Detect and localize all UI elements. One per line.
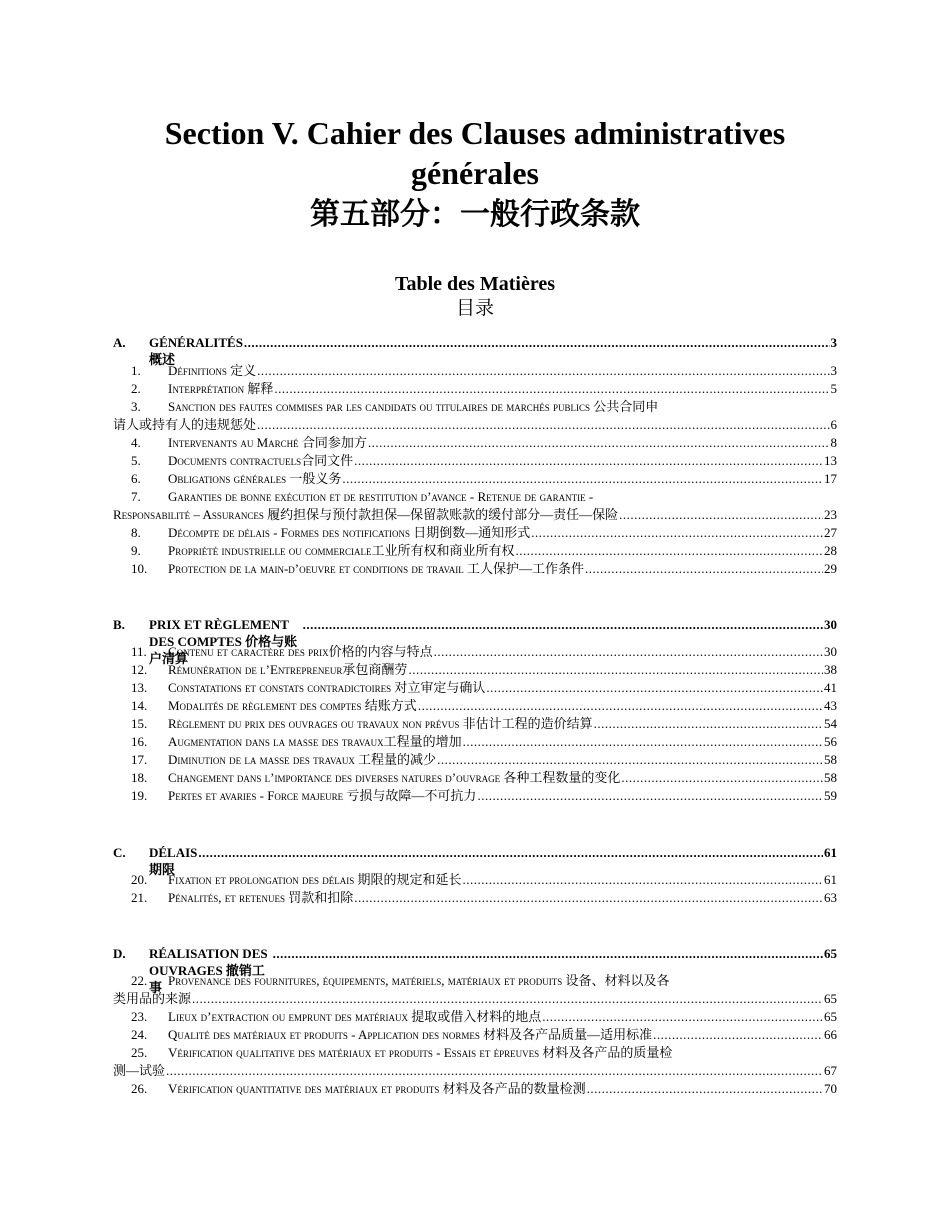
document-title bbox=[0, 113, 950, 237]
toc-entry[interactable]: 7. Garanties de bonne exécution et de restitution d’avance - Retenue de garantie - Responsabilité – Assurances 履约担保与预付款担保—保留款账款的缓付部分—责任—保险 ..... 23 bbox=[131, 488, 837, 524]
toc-entry[interactable]: 15. Règlement du prix des ouvrages ou travaux non prévus 非估计工程的造价结算 ..... 54 bbox=[131, 715, 837, 733]
toc-page-number: 61 bbox=[824, 845, 837, 860]
toc-page-number: 3 bbox=[830, 335, 837, 350]
toc-entry[interactable]: 11. Contenu et caractère des prix价格的内容与特点 ..... 30 bbox=[131, 643, 837, 661]
toc-entry[interactable]: 14. Modalités de règlement des comptes 结账方式 ..... 43 bbox=[131, 697, 837, 715]
toc-heading bbox=[0, 271, 950, 321]
toc-section-a[interactable]: A. GÉNÉRALITÉS 概述 ..... 3 bbox=[113, 334, 837, 368]
toc-entry[interactable]: 20. Fixation et prolongation des délais 期限的规定和延长 ..... 61 bbox=[131, 871, 837, 889]
toc-entry[interactable]: 2. Interprétation 解释 ..... 5 bbox=[131, 380, 837, 398]
toc-section-c[interactable]: C. DÉLAIS 期限 ..... 61 bbox=[113, 844, 837, 878]
toc-page-number: 65 bbox=[824, 946, 837, 961]
toc-entry[interactable]: 4. Intervenants au Marché 合同参加方 ..... 8 bbox=[131, 434, 837, 452]
toc-heading-fr: Table des Matières bbox=[395, 273, 555, 295]
toc-entry[interactable]: 19. Pertes et avaries - Force majeure 亏损与故障—不可抗力 ..... 59 bbox=[131, 787, 837, 805]
toc-entry[interactable]: 16. Augmentation dans la masse des travaux工程量的增加 ..... 56 bbox=[131, 733, 837, 751]
toc-entry[interactable]: 25. Vérification qualitative des matériaux et produits - Essais et épreuves 材料及各产品的质量检 测—试验 ..... 67 bbox=[131, 1044, 837, 1080]
toc-entry[interactable]: 17. Diminution de la masse des travaux 工程量的减少 ..... 58 bbox=[131, 751, 837, 769]
title-line-2: générales bbox=[411, 155, 539, 191]
toc-entry[interactable]: 21. Pénalités, et retenues 罚款和扣除 ..... 63 bbox=[131, 889, 837, 907]
toc-entry[interactable]: 18. Changement dans l’importance des diverses natures d’ouvrage 各种工程数量的变化 ..... 58 bbox=[131, 769, 837, 787]
toc-section-d[interactable]: D. RÉALISATION DES OUVRAGES 撤销工事 ..... 65 bbox=[113, 945, 837, 996]
toc-entry[interactable]: 22. Provenance des fournitures, équipements, matériels, matériaux et produits 设备、材料以及各 类用品的来源 ..... 65 bbox=[131, 972, 837, 1008]
toc-section-label: PRIX ET RÈGLEMENT DES COMPTES 价格与账户清算 bbox=[149, 617, 298, 666]
toc-section-b[interactable]: B. PRIX ET RÈGLEMENT DES COMPTES 价格与账户清算 ..... 30 bbox=[113, 616, 837, 667]
toc-section-label: GÉNÉRALITÉS 概述 bbox=[149, 335, 243, 367]
toc-entry[interactable]: 3. Sanction des fautes commises par les candidats ou titulaires de marchés publics 公共合同申 请人或持有人的违规惩处 ..... 6 bbox=[131, 398, 837, 434]
toc-entry[interactable]: 12. Rémunération de l’Entrepreneur承包商酬劳 ..... 38 bbox=[131, 661, 837, 679]
toc-entry[interactable]: 1. Définitions 定义 ..... 3 bbox=[131, 362, 837, 380]
toc-entry[interactable]: 9. Propriété industrielle ou commerciale工业所有权和商业所有权 ..... 28 bbox=[131, 542, 837, 560]
toc-entry[interactable]: 5. Documents contractuels合同文件 ..... 13 bbox=[131, 452, 837, 470]
toc-entry[interactable]: 24. Qualité des matériaux et produits - Application des normes 材料及各产品质量—适用标准 ..... 66 bbox=[131, 1026, 837, 1044]
title-chinese: 第五部分：一般行政条款 bbox=[310, 198, 640, 231]
toc-entry[interactable]: 13. Constatations et constats contradictoires 对立审定与确认 ..... 41 bbox=[131, 679, 837, 697]
toc-section-label: DÉLAIS 期限 bbox=[149, 845, 198, 877]
toc-section-label: RÉALISATION DES OUVRAGES 撤销工事 bbox=[149, 946, 268, 995]
toc-entry[interactable]: 23. Lieux d’extraction ou emprunt des matériaux 提取或借入材料的地点 ..... 65 bbox=[131, 1008, 837, 1026]
toc-entry[interactable]: 10. Protection de la main-d’oeuvre et conditions de travail 工人保护—工作条件 ..... 29 bbox=[131, 560, 837, 578]
toc-heading-cn: 目录 bbox=[455, 298, 494, 319]
toc-entry[interactable]: 6. Obligations générales 一般义务 ..... 17 bbox=[131, 470, 837, 488]
toc-entry[interactable]: 26. Vérification quantitative des matériaux et produits 材料及各产品的数量检测 ..... 70 bbox=[131, 1080, 837, 1098]
title-line-1: Section V. Cahier des Clauses administratives bbox=[164, 115, 786, 151]
toc-page-number: 30 bbox=[824, 617, 837, 632]
toc-entry[interactable]: 8. Décompte de délais - Formes des notifications 日期倒数—通知形式 ..... 27 bbox=[131, 524, 837, 542]
